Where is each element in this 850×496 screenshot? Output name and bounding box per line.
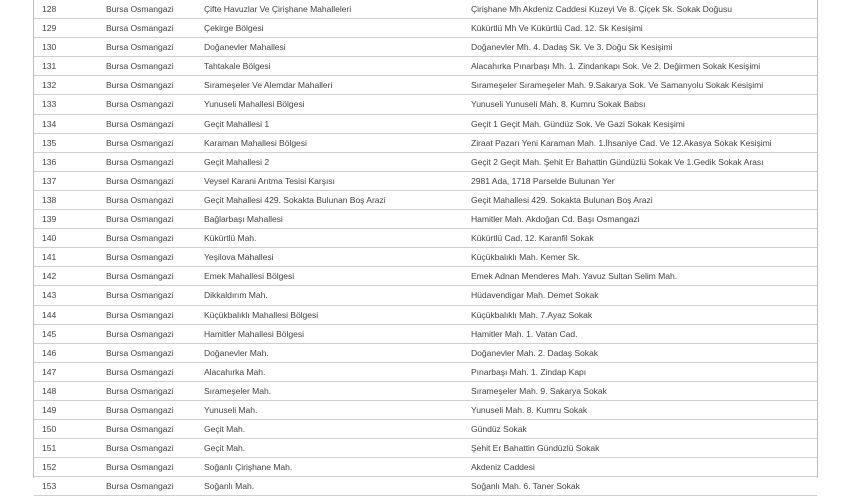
table-row [34, 248, 817, 267]
locations-table-body [34, 0, 817, 496]
row-area: Küçükbalıklı Mahallesi Bölgesi [204, 305, 471, 324]
table-row [34, 343, 817, 362]
table-row [34, 0, 817, 19]
table-row [34, 57, 817, 76]
row-area: Soğanlı Çirişhane Mah. [204, 458, 471, 477]
row-city: Bursa Osmangazi [106, 133, 204, 152]
row-area: Dikkaldırım Mah. [204, 286, 471, 305]
row-area: Veysel Karani Arıtma Tesisi Karşısı [204, 171, 471, 190]
row-number: 151 [34, 439, 106, 458]
table-row [34, 477, 817, 496]
row-area: Çifte Havuzlar Ve Çirişhane Mahalleleri [204, 0, 471, 19]
row-address: Hamitler Mah. 1. Vatan Cad. [471, 324, 817, 343]
table-row [34, 439, 817, 458]
row-address: Yunuseli Yunuseli Mah. 8. Kumru Sokak Babsı [471, 95, 817, 114]
row-address: Geçit 2 Geçit Mah. Şehit Er Bahattin Gündüzlü Sokak Ve 1.Gedik Sokak Arası [471, 152, 817, 171]
row-area: Geçit Mahallesi 2 [204, 152, 471, 171]
row-number: 153 [34, 477, 106, 496]
table-row [34, 305, 817, 324]
row-city: Bursa Osmangazi [106, 477, 204, 496]
row-area: Bağlarbaşı Mahallesi [204, 210, 471, 229]
row-number: 138 [34, 190, 106, 209]
row-number: 129 [34, 19, 106, 38]
table-row [34, 324, 817, 343]
row-area: Kükürtlü Mah. [204, 229, 471, 248]
row-area: Geçit Mahallesi 1 [204, 114, 471, 133]
row-area: Geçit Mah. [204, 420, 471, 439]
row-address: Soğanlı Mah. 6. Taner Sokak [471, 477, 817, 496]
row-city: Bursa Osmangazi [106, 57, 204, 76]
row-number: 141 [34, 248, 106, 267]
table-row [34, 76, 817, 95]
row-number: 147 [34, 362, 106, 381]
row-city: Bursa Osmangazi [106, 458, 204, 477]
row-number: 146 [34, 343, 106, 362]
locations-table [34, 0, 817, 496]
row-address: Pınarbaşı Mah. 1. Zindap Kapı [471, 362, 817, 381]
row-number: 130 [34, 38, 106, 57]
row-number: 136 [34, 152, 106, 171]
row-city: Bursa Osmangazi [106, 381, 204, 400]
row-city: Bursa Osmangazi [106, 171, 204, 190]
table-row [34, 229, 817, 248]
row-number: 143 [34, 286, 106, 305]
row-area: Emek Mahallesi Bölgesi [204, 267, 471, 286]
row-number: 152 [34, 458, 106, 477]
row-area: Sırameşeler Ve Alemdar Mahalleri [204, 76, 471, 95]
row-number: 140 [34, 229, 106, 248]
row-number: 133 [34, 95, 106, 114]
table-row [34, 400, 817, 419]
row-address: Şehit Er Bahattin Gündüzlü Sokak [471, 439, 817, 458]
row-number: 139 [34, 210, 106, 229]
row-address: Çirişhane Mh Akdeniz Caddesi Kuzeyi Ve 8. Çiçek Sk. Sokak Doğusu [471, 0, 817, 19]
row-city: Bursa Osmangazi [106, 229, 204, 248]
table-row [34, 381, 817, 400]
row-address: 2981 Ada, 1718 Parselde Bulunan Yer [471, 171, 817, 190]
table-row [34, 19, 817, 38]
row-city: Bursa Osmangazi [106, 420, 204, 439]
row-area: Sırameşeler Mah. [204, 381, 471, 400]
row-number: 137 [34, 171, 106, 190]
row-address: Hüdavendigar Mah. Demet Sokak [471, 286, 817, 305]
row-city: Bursa Osmangazi [106, 0, 204, 19]
row-city: Bursa Osmangazi [106, 362, 204, 381]
row-city: Bursa Osmangazi [106, 152, 204, 171]
row-number: 131 [34, 57, 106, 76]
row-city: Bursa Osmangazi [106, 267, 204, 286]
row-address: Küçükbalıklı Mah. Kemer Sk. [471, 248, 817, 267]
table-row [34, 420, 817, 439]
row-area: Geçit Mah. [204, 439, 471, 458]
table-row [34, 133, 817, 152]
row-address: Doğanevler Mah. 2. Dadaş Sokak [471, 343, 817, 362]
row-address: Kükürtlü Mh Ve Kükürtlü Cad. 12. Sk Kesişimi [471, 19, 817, 38]
table-row [34, 152, 817, 171]
row-address: Geçit Mahallesi 429. Sokakta Bulunan Boş Arazi [471, 190, 817, 209]
row-city: Bursa Osmangazi [106, 248, 204, 267]
table-row [34, 190, 817, 209]
row-city: Bursa Osmangazi [106, 324, 204, 343]
row-address: Alacahırka Pınarbaşı Mh. 1. Zindankapı Sok. Ve 2. Değirmen Sokak Kesişimi [471, 57, 817, 76]
row-city: Bursa Osmangazi [106, 114, 204, 133]
row-address: Kükürtlü Cad. 12. Karanfil Sokak [471, 229, 817, 248]
row-address: Yunuseli Mah. 8. Kumru Sokak [471, 400, 817, 419]
row-address: Ziraat Pazarı Yeni Karaman Mah. 1.İhsaniye Cad. Ve 12.Akasya Sokak Kesişimi [471, 133, 817, 152]
row-number: 150 [34, 420, 106, 439]
row-area: Doğanevler Mah. [204, 343, 471, 362]
row-city: Bursa Osmangazi [106, 38, 204, 57]
table-right-border [817, 0, 818, 478]
row-number: 132 [34, 76, 106, 95]
row-number: 134 [34, 114, 106, 133]
row-number: 145 [34, 324, 106, 343]
row-area: Alacahırka Mah. [204, 362, 471, 381]
row-area: Doğanevler Mahallesi [204, 38, 471, 57]
row-city: Bursa Osmangazi [106, 305, 204, 324]
row-number: 135 [34, 133, 106, 152]
row-city: Bursa Osmangazi [106, 343, 204, 362]
table-row [34, 171, 817, 190]
row-number: 142 [34, 267, 106, 286]
table-row [34, 267, 817, 286]
row-number: 144 [34, 305, 106, 324]
row-area: Yeşilova Mahallesi [204, 248, 471, 267]
row-area: Tahtakale Bölgesi [204, 57, 471, 76]
row-area: Yunuseli Mahallesi Bölgesi [204, 95, 471, 114]
row-area: Geçit Mahallesi 429. Sokakta Bulunan Boş Arazi [204, 190, 471, 209]
row-number: 128 [34, 0, 106, 19]
row-city: Bursa Osmangazi [106, 210, 204, 229]
row-city: Bursa Osmangazi [106, 190, 204, 209]
row-area: Çekirge Bölgesi [204, 19, 471, 38]
row-address: Sırameşeler Sırameşeler Mah. 9.Sakarya Sok. Ve Samanyolu Sokak Kesişimi [471, 76, 817, 95]
row-address: Gündüz Sokak [471, 420, 817, 439]
table-row [34, 95, 817, 114]
table-row [34, 38, 817, 57]
row-address: Emek Adnan Menderes Mah. Yavuz Sultan Selim Mah. [471, 267, 817, 286]
row-area: Karaman Mahallesi Bölgesi [204, 133, 471, 152]
row-number: 148 [34, 381, 106, 400]
row-address: Geçit 1 Geçit Mah. Gündüz Sok. Ve Gazi Sokak Kesişimi [471, 114, 817, 133]
row-area: Hamitler Mahallesi Bölgesi [204, 324, 471, 343]
row-address: Hamitler Mah. Akdoğan Cd. Başı Osmangazi [471, 210, 817, 229]
row-city: Bursa Osmangazi [106, 439, 204, 458]
row-city: Bursa Osmangazi [106, 400, 204, 419]
row-city: Bursa Osmangazi [106, 19, 204, 38]
row-city: Bursa Osmangazi [106, 95, 204, 114]
row-city: Bursa Osmangazi [106, 286, 204, 305]
table-row [34, 114, 817, 133]
table-row [34, 210, 817, 229]
row-address: Akdeniz Caddesi [471, 458, 817, 477]
row-number: 149 [34, 400, 106, 419]
row-address: Sırameşeler Mah. 9. Sakarya Sokak [471, 381, 817, 400]
row-area: Soğanlı Mah. [204, 477, 471, 496]
row-address: Doğanevler Mh. 4. Dadaş Sk. Ve 3. Doğu Sk Kesişimi [471, 38, 817, 57]
table-row [34, 458, 817, 477]
table-row [34, 362, 817, 381]
table-row [34, 286, 817, 305]
row-address: Küçükbalıklı Mah. 7.Ayaz Sokak [471, 305, 817, 324]
row-area: Yunuseli Mah. [204, 400, 471, 419]
row-city: Bursa Osmangazi [106, 76, 204, 95]
